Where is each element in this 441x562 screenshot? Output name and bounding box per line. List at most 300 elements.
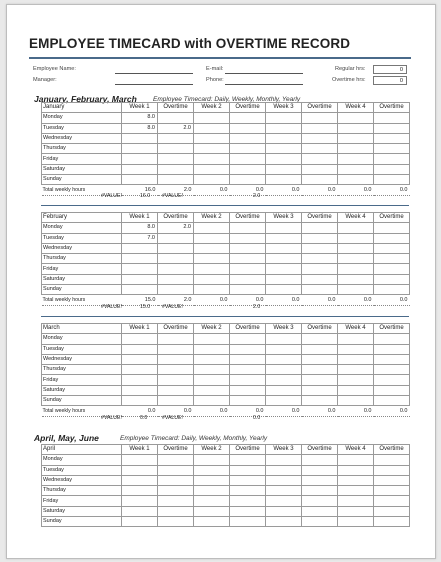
total-cell: 0.0: [266, 295, 302, 305]
value-total: 16.0: [140, 193, 151, 199]
total-label: Total weekly hours: [42, 406, 122, 416]
hours-cell[interactable]: [338, 233, 374, 243]
hours-cell[interactable]: [374, 123, 410, 133]
hours-cell[interactable]: [374, 285, 410, 295]
hours-cell[interactable]: [158, 496, 194, 506]
hours-cell[interactable]: [338, 223, 374, 233]
hours-cell[interactable]: [374, 344, 410, 354]
hours-cell[interactable]: [158, 475, 194, 485]
table-row: [42, 254, 410, 264]
table-row: [42, 375, 410, 385]
day-label: Monday: [42, 113, 122, 123]
hours-cell[interactable]: [302, 506, 338, 516]
hours-cell[interactable]: [338, 164, 374, 174]
hours-cell[interactable]: [302, 264, 338, 274]
hours-cell[interactable]: [338, 506, 374, 516]
value-error: #VALUE!: [101, 415, 122, 421]
hours-cell[interactable]: [266, 113, 302, 123]
hours-cell[interactable]: [194, 496, 230, 506]
hours-cell[interactable]: [158, 233, 194, 243]
column-header: Overtime: [302, 103, 338, 113]
hours-cell[interactable]: [338, 285, 374, 295]
hours-cell[interactable]: [338, 123, 374, 133]
regular-hrs-label: Regular hrs:: [335, 66, 366, 72]
hours-cell[interactable]: [374, 113, 410, 123]
hours-cell[interactable]: [158, 164, 194, 174]
hours-cell[interactable]: [302, 243, 338, 253]
total-cell: 0.0: [230, 295, 266, 305]
hours-cell[interactable]: [122, 154, 158, 164]
hours-cell[interactable]: [374, 486, 410, 496]
hours-cell[interactable]: [122, 506, 158, 516]
hours-cell[interactable]: [158, 133, 194, 143]
hours-cell[interactable]: [338, 396, 374, 406]
page-title: EMPLOYEE TIMECARD with OVERTIME RECORD: [29, 36, 351, 51]
hours-cell[interactable]: [230, 154, 266, 164]
hours-cell[interactable]: [230, 164, 266, 174]
hours-cell[interactable]: [338, 274, 374, 284]
hours-cell[interactable]: [266, 365, 302, 375]
hours-cell[interactable]: [158, 465, 194, 475]
hours-cell[interactable]: [302, 486, 338, 496]
column-header: Overtime: [158, 213, 194, 223]
hours-cell[interactable]: [122, 164, 158, 174]
hours-cell[interactable]: [122, 133, 158, 143]
hours-cell[interactable]: [374, 506, 410, 516]
hours-cell[interactable]: [194, 113, 230, 123]
table-row: [42, 113, 410, 123]
table-row: [42, 344, 410, 354]
hours-cell[interactable]: [266, 354, 302, 364]
hours-cell[interactable]: [338, 113, 374, 123]
column-header: Week 3: [266, 445, 302, 455]
hours-cell[interactable]: [266, 274, 302, 284]
hours-cell[interactable]: [230, 144, 266, 154]
hours-cell[interactable]: [374, 264, 410, 274]
hours-cell[interactable]: [194, 475, 230, 485]
hours-cell[interactable]: [158, 354, 194, 364]
column-header: Week 4: [338, 324, 374, 334]
hours-cell[interactable]: [230, 396, 266, 406]
hours-cell[interactable]: [266, 233, 302, 243]
hours-cell[interactable]: [374, 354, 410, 364]
hours-cell[interactable]: [266, 254, 302, 264]
q1-subtitle: Employee Timecard: Daily, Weekly, Monthly, Yearly: [153, 96, 301, 103]
hours-cell[interactable]: [122, 144, 158, 154]
hours-cell[interactable]: [302, 285, 338, 295]
hours-cell[interactable]: [302, 154, 338, 164]
hours-cell[interactable]: [122, 354, 158, 364]
hours-cell[interactable]: [302, 475, 338, 485]
hours-cell[interactable]: [158, 243, 194, 253]
hours-cell[interactable]: [338, 517, 374, 527]
hours-cell[interactable]: [230, 465, 266, 475]
hours-cell[interactable]: [194, 264, 230, 274]
hours-cell[interactable]: [302, 334, 338, 344]
hours-cell[interactable]: [122, 264, 158, 274]
section-divider: [41, 205, 409, 206]
hours-cell[interactable]: [374, 334, 410, 344]
total-cell: 0.0: [194, 185, 230, 195]
hours-cell[interactable]: [230, 496, 266, 506]
table-row: [42, 354, 410, 364]
hours-cell[interactable]: [302, 517, 338, 527]
hours-cell[interactable]: [374, 496, 410, 506]
hours-cell[interactable]: [266, 375, 302, 385]
day-label: Monday: [42, 455, 122, 465]
hours-cell[interactable]: [194, 274, 230, 284]
hours-cell[interactable]: [122, 175, 158, 185]
day-label: Wednesday: [42, 243, 122, 253]
hours-cell[interactable]: [230, 475, 266, 485]
hours-cell[interactable]: [230, 264, 266, 274]
total-label: Total weekly hours: [42, 295, 122, 305]
value-error: #VALUE!: [162, 193, 183, 199]
manager-field[interactable]: [115, 84, 193, 85]
hours-cell[interactable]: [374, 154, 410, 164]
hours-cell[interactable]: [230, 375, 266, 385]
day-label: Friday: [42, 154, 122, 164]
hours-cell[interactable]: [374, 175, 410, 185]
hours-cell[interactable]: [194, 243, 230, 253]
hours-cell[interactable]: [302, 175, 338, 185]
hours-cell[interactable]: [230, 113, 266, 123]
hours-cell[interactable]: [230, 344, 266, 354]
hours-cell[interactable]: [302, 254, 338, 264]
hours-cell[interactable]: [194, 375, 230, 385]
hours-cell[interactable]: [338, 486, 374, 496]
hours-cell[interactable]: [266, 164, 302, 174]
hours-cell[interactable]: [122, 496, 158, 506]
hours-cell[interactable]: 2.0: [158, 123, 194, 133]
hours-cell[interactable]: [302, 223, 338, 233]
hours-cell[interactable]: [230, 334, 266, 344]
hours-cell[interactable]: [266, 123, 302, 133]
hours-cell[interactable]: [374, 254, 410, 264]
hours-cell[interactable]: [374, 243, 410, 253]
hours-cell[interactable]: [266, 175, 302, 185]
hours-cell[interactable]: [374, 385, 410, 395]
hours-cell[interactable]: [266, 396, 302, 406]
hours-cell[interactable]: [158, 274, 194, 284]
hours-cell[interactable]: [122, 455, 158, 465]
hours-cell[interactable]: 8.0: [122, 123, 158, 133]
hours-cell[interactable]: [374, 164, 410, 174]
hours-cell[interactable]: [158, 154, 194, 164]
hours-cell[interactable]: [338, 243, 374, 253]
table-row: [42, 455, 410, 465]
table-row: [42, 175, 410, 185]
hours-cell[interactable]: [266, 465, 302, 475]
value-overtime: 0.0: [253, 415, 261, 421]
hours-cell[interactable]: [302, 123, 338, 133]
hours-cell[interactable]: [302, 396, 338, 406]
hours-cell[interactable]: [266, 243, 302, 253]
hours-cell[interactable]: [194, 517, 230, 527]
hours-cell[interactable]: [194, 465, 230, 475]
hours-cell[interactable]: 8.0: [122, 223, 158, 233]
hours-cell[interactable]: [158, 517, 194, 527]
hours-cell[interactable]: [266, 385, 302, 395]
hours-cell[interactable]: [302, 375, 338, 385]
column-header: Overtime: [158, 445, 194, 455]
hours-cell[interactable]: [230, 385, 266, 395]
hours-cell[interactable]: [194, 144, 230, 154]
hours-cell[interactable]: [374, 517, 410, 527]
value-error: #VALUE!: [101, 193, 122, 199]
section-divider: [41, 316, 409, 317]
hours-cell[interactable]: [194, 365, 230, 375]
hours-cell[interactable]: [122, 254, 158, 264]
hours-cell[interactable]: [122, 475, 158, 485]
hours-cell[interactable]: [194, 506, 230, 516]
hours-cell[interactable]: [122, 486, 158, 496]
hours-cell[interactable]: [158, 344, 194, 354]
hours-cell[interactable]: [338, 475, 374, 485]
column-header: Overtime: [374, 324, 410, 334]
hours-cell[interactable]: [338, 154, 374, 164]
hours-cell[interactable]: [338, 354, 374, 364]
hours-cell[interactable]: 8.0: [122, 113, 158, 123]
hours-cell[interactable]: [302, 113, 338, 123]
table-row: [42, 517, 410, 527]
table-header-row: [42, 103, 410, 113]
hours-cell[interactable]: [230, 274, 266, 284]
hours-cell[interactable]: [122, 274, 158, 284]
hours-cell[interactable]: [194, 285, 230, 295]
hours-cell[interactable]: [122, 396, 158, 406]
overtime-hrs-label: Overtime hrs:: [332, 77, 366, 83]
day-label: Tuesday: [42, 465, 122, 475]
hours-cell[interactable]: [302, 344, 338, 354]
hours-cell[interactable]: [158, 264, 194, 274]
column-header: Overtime: [230, 445, 266, 455]
hours-cell[interactable]: [122, 344, 158, 354]
hours-cell[interactable]: [302, 274, 338, 284]
hours-cell[interactable]: [158, 455, 194, 465]
hours-cell[interactable]: [374, 375, 410, 385]
day-label: Sunday: [42, 396, 122, 406]
table-row: [42, 365, 410, 375]
column-header: Week 3: [266, 213, 302, 223]
hours-cell[interactable]: [194, 486, 230, 496]
hours-cell[interactable]: [230, 517, 266, 527]
hours-cell[interactable]: [266, 144, 302, 154]
hours-cell[interactable]: [338, 334, 374, 344]
hours-cell[interactable]: [194, 254, 230, 264]
hours-cell[interactable]: [266, 133, 302, 143]
hours-cell[interactable]: [374, 465, 410, 475]
day-label: Wednesday: [42, 475, 122, 485]
hours-cell[interactable]: [266, 496, 302, 506]
column-header: Overtime: [230, 213, 266, 223]
q2-subtitle: Employee Timecard: Daily, Weekly, Monthly, Yearly: [120, 435, 268, 442]
hours-cell[interactable]: [194, 123, 230, 133]
hours-cell[interactable]: [266, 486, 302, 496]
hours-cell[interactable]: [230, 486, 266, 496]
month-name: February: [42, 213, 122, 223]
hours-cell[interactable]: [158, 385, 194, 395]
hours-cell[interactable]: [230, 365, 266, 375]
hours-cell[interactable]: [230, 243, 266, 253]
table-row: [42, 233, 410, 243]
hours-cell[interactable]: [266, 475, 302, 485]
hours-cell[interactable]: [122, 365, 158, 375]
hours-cell[interactable]: [230, 455, 266, 465]
hours-cell[interactable]: [122, 334, 158, 344]
employee-name-field[interactable]: [115, 73, 193, 74]
table-row: [42, 475, 410, 485]
column-header: Week 2: [194, 103, 230, 113]
hours-cell[interactable]: [374, 133, 410, 143]
hours-cell[interactable]: [230, 123, 266, 133]
hours-cell[interactable]: [338, 385, 374, 395]
hours-cell[interactable]: [194, 223, 230, 233]
hours-cell[interactable]: [266, 154, 302, 164]
table-header-row: [42, 445, 410, 455]
table-row: [42, 223, 410, 233]
hours-cell[interactable]: [266, 344, 302, 354]
total-cell: 0.0: [266, 406, 302, 416]
manager-label: Manager:: [33, 77, 57, 83]
hours-cell[interactable]: [302, 233, 338, 243]
table-row: [42, 164, 410, 174]
hours-cell[interactable]: [122, 385, 158, 395]
column-header: Week 1: [122, 324, 158, 334]
hours-cell[interactable]: [158, 285, 194, 295]
phone-field[interactable]: [225, 84, 303, 85]
hours-cell[interactable]: [158, 506, 194, 516]
column-header: Week 3: [266, 103, 302, 113]
hours-cell[interactable]: [230, 133, 266, 143]
hours-cell[interactable]: [158, 175, 194, 185]
hours-cell[interactable]: 2.0: [158, 223, 194, 233]
hours-cell[interactable]: [302, 465, 338, 475]
hours-cell[interactable]: [338, 365, 374, 375]
hours-cell[interactable]: [230, 233, 266, 243]
column-header: Overtime: [302, 445, 338, 455]
table-row: [42, 144, 410, 154]
day-label: Sunday: [42, 285, 122, 295]
hours-cell[interactable]: [158, 375, 194, 385]
hours-cell[interactable]: [158, 113, 194, 123]
hours-cell[interactable]: [194, 154, 230, 164]
total-cell: 0.0: [374, 406, 410, 416]
hours-cell[interactable]: [266, 334, 302, 344]
hours-cell[interactable]: [158, 334, 194, 344]
hours-cell[interactable]: [266, 455, 302, 465]
hours-cell[interactable]: [302, 496, 338, 506]
hours-cell[interactable]: [338, 144, 374, 154]
hours-cell[interactable]: [194, 175, 230, 185]
total-cell: 0.0: [302, 295, 338, 305]
hours-cell[interactable]: [230, 506, 266, 516]
hours-cell[interactable]: [194, 344, 230, 354]
hours-cell[interactable]: [230, 354, 266, 364]
hours-cell[interactable]: [230, 223, 266, 233]
hours-cell[interactable]: [194, 133, 230, 143]
hours-cell[interactable]: [338, 496, 374, 506]
hours-cell[interactable]: [302, 164, 338, 174]
total-cell: 0.0: [374, 295, 410, 305]
total-cell: 0.0: [122, 406, 158, 416]
hours-cell[interactable]: [230, 254, 266, 264]
email-field[interactable]: [225, 73, 303, 74]
q1-heading: January, February, March: [34, 94, 137, 104]
hours-cell[interactable]: [374, 233, 410, 243]
hours-cell[interactable]: [122, 243, 158, 253]
hours-cell[interactable]: [302, 365, 338, 375]
hours-cell[interactable]: [338, 465, 374, 475]
table-row: [42, 243, 410, 253]
hours-cell[interactable]: [158, 486, 194, 496]
hours-cell[interactable]: [338, 344, 374, 354]
hours-cell[interactable]: [302, 144, 338, 154]
hours-cell[interactable]: [302, 385, 338, 395]
hours-cell[interactable]: [194, 455, 230, 465]
hours-cell[interactable]: [338, 133, 374, 143]
day-label: Tuesday: [42, 123, 122, 133]
hours-cell[interactable]: [158, 365, 194, 375]
hours-cell[interactable]: [374, 223, 410, 233]
hours-cell[interactable]: [194, 164, 230, 174]
hours-cell[interactable]: [266, 264, 302, 274]
hours-cell[interactable]: [374, 144, 410, 154]
hours-cell[interactable]: [302, 354, 338, 364]
hours-cell[interactable]: [194, 354, 230, 364]
hours-cell[interactable]: [374, 455, 410, 465]
day-label: Wednesday: [42, 354, 122, 364]
hours-cell[interactable]: [230, 175, 266, 185]
day-label: Sunday: [42, 517, 122, 527]
hours-cell[interactable]: [230, 285, 266, 295]
hours-cell[interactable]: 7.0: [122, 233, 158, 243]
hours-cell[interactable]: [266, 506, 302, 516]
column-header: Week 4: [338, 445, 374, 455]
hours-cell[interactable]: [158, 144, 194, 154]
hours-cell[interactable]: [374, 274, 410, 284]
hours-cell[interactable]: [158, 396, 194, 406]
hours-cell[interactable]: [338, 175, 374, 185]
total-cell: 0.0: [230, 406, 266, 416]
hours-cell[interactable]: [266, 517, 302, 527]
hours-cell[interactable]: [194, 385, 230, 395]
hours-cell[interactable]: [194, 396, 230, 406]
hours-cell[interactable]: [122, 517, 158, 527]
hours-cell[interactable]: [122, 375, 158, 385]
hours-cell[interactable]: [374, 396, 410, 406]
hours-cell[interactable]: [266, 223, 302, 233]
day-label: Thursday: [42, 486, 122, 496]
hours-cell[interactable]: [122, 285, 158, 295]
hours-cell[interactable]: [194, 233, 230, 243]
hours-cell[interactable]: [302, 133, 338, 143]
hours-cell[interactable]: [338, 254, 374, 264]
hours-cell[interactable]: [266, 285, 302, 295]
hours-cell[interactable]: [158, 254, 194, 264]
hours-cell[interactable]: [374, 365, 410, 375]
table-row: [42, 274, 410, 284]
hours-cell[interactable]: [194, 334, 230, 344]
hours-cell[interactable]: [302, 455, 338, 465]
hours-cell[interactable]: [122, 465, 158, 475]
hours-cell[interactable]: [338, 455, 374, 465]
hours-cell[interactable]: [338, 264, 374, 274]
column-header: Week 2: [194, 213, 230, 223]
hours-cell[interactable]: [374, 475, 410, 485]
hours-cell[interactable]: [338, 375, 374, 385]
total-label: Total weekly hours: [42, 185, 122, 195]
